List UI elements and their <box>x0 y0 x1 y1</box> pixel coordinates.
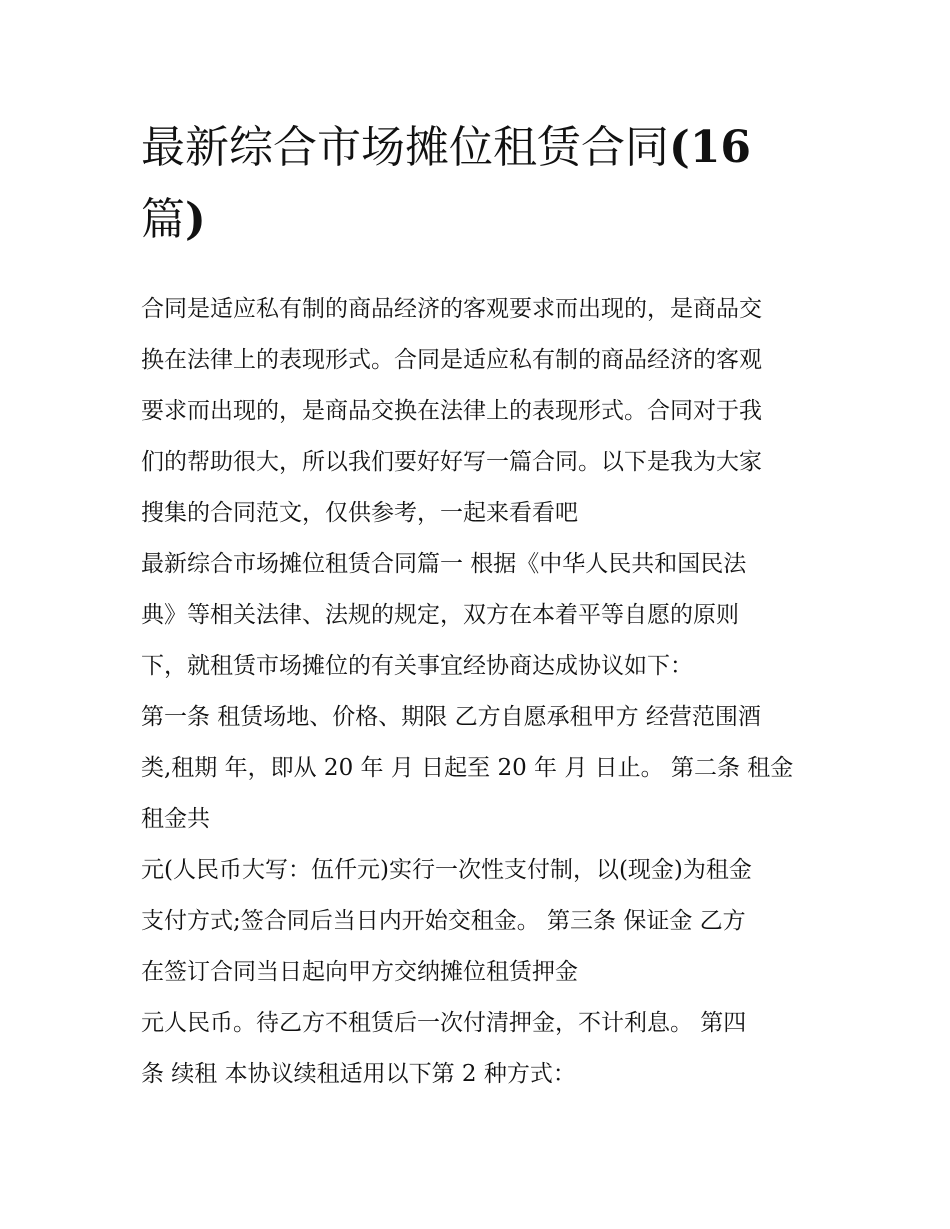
document-content <box>141 112 813 1100</box>
paragraph-line: 第一条 租赁场地、价格、期限 乙方自愿承租甲方 经营范围酒 <box>141 704 761 730</box>
paragraph-line: 要求而出现的，是商品交换在法律上的表现形式。合同对于我 <box>141 398 762 424</box>
paragraph-line: 典》等相关法律、法规的规定，双方在本着平等自愿的原则 <box>141 602 739 628</box>
paragraph-line: 元人民币。待乙方不租赁后一次付清押金，不计利息。 第四 <box>141 1010 747 1036</box>
intro-paragraph <box>141 284 813 539</box>
paragraph-line: 下，就租赁市场摊位的有关事宜经协商达成协议如下： <box>141 653 693 679</box>
paragraph-line: 支付方式;签合同后当日内开始交租金。 第三条 保证金 乙方 <box>141 908 746 934</box>
title-line-text: 最新综合市场摊位租赁合同(16 <box>141 122 752 173</box>
paragraph-line: 合同是适应私有制的商品经济的客观要求而出现的，是商品交 <box>141 296 762 322</box>
paragraph-line: 们的帮助很大，所以我们要好好写一篇合同。以下是我为大家 <box>141 449 762 475</box>
paragraph-line: 最新综合市场摊位租赁合同篇一 根据《中华人民共和国民法 <box>141 551 747 577</box>
title-line-text: 篇) <box>141 194 206 245</box>
paragraph-line: 类,租期 年，即从 20 年 月 日起至 20 年 月 日止。 第二条 租金 <box>141 755 794 781</box>
rent-payment-paragraph <box>141 845 813 998</box>
paragraph-line: 换在法律上的表现形式。合同是适应私有制的商品经济的客观 <box>141 347 762 373</box>
paragraph-line: 条 续租 本协议续租适用以下第 2 种方式： <box>141 1061 576 1087</box>
paragraph-line: 租金共 <box>141 806 210 832</box>
title-paren: ) <box>185 194 206 245</box>
contract-preamble-paragraph <box>141 539 813 692</box>
paragraph-line: 在签订合同当日起向甲方交纳摊位租赁押金 <box>141 959 578 985</box>
paragraph-line: 搜集的合同范文，仅供参考，一起来看看吧 <box>141 500 578 526</box>
deposit-renewal-paragraph <box>141 998 813 1100</box>
document-title <box>141 112 813 256</box>
title-count: (16 <box>669 122 752 173</box>
article-one-paragraph <box>141 692 813 845</box>
title-line <box>141 184 813 256</box>
title-line <box>141 112 813 184</box>
paragraph-line: 元(人民币大写：伍仟元)实行一次性支付制，以(现金)为租金 <box>141 857 752 883</box>
